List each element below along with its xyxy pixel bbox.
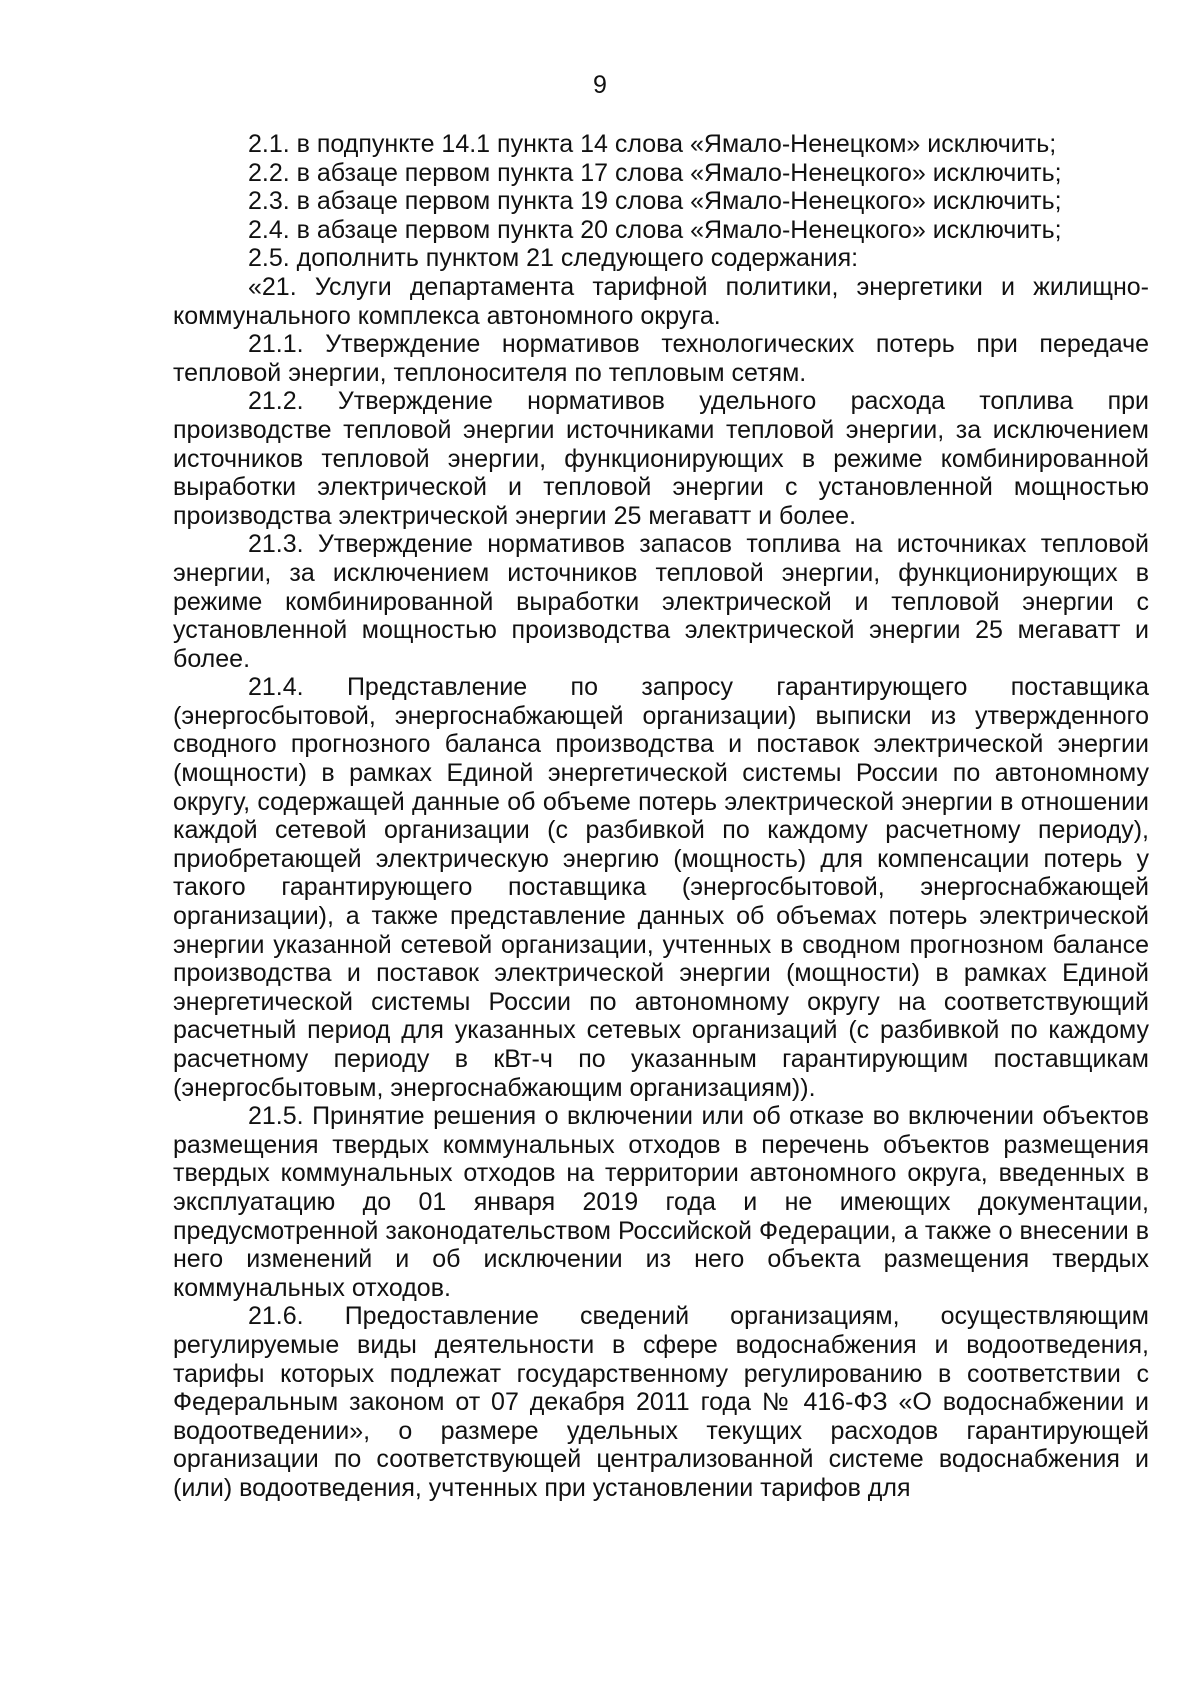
list-item-2-5: 2.5. дополнить пунктом 21 следующего содержания: — [248, 244, 859, 273]
paragraph-21-1: 21.1. Утверждение нормативов технологических потерь при передаче тепловой энергии, теплоносителя по тепловым сетям. — [173, 330, 1149, 387]
list-item-2-2: 2.2. в абзаце первом пункта 17 слова «Ямало-Ненецкого» исключить; — [248, 158, 1062, 187]
list-item-2-4: 2.4. в абзаце первом пункта 20 слова «Ямало-Ненецкого» исключить; — [248, 215, 1062, 244]
list-item-2-1: 2.1. в подпункте 14.1 пункта 14 слова «Ямало-Ненецком» исключить; — [248, 130, 1057, 158]
paragraph-21-5: 21.5. Принятие решения о включении или об отказе во включении объектов размещения твердых коммунальных отходов в перечень объектов размещения твердых коммунальных отходов на территории автономного округа, введенных в эксплуатацию до 01 января 2019 года и не имеющих документации, предусмотренной законодательством Российской Федерации, а также о внесении в него изменений и об исключении из него объекта размещения твердых коммунальных отходов. — [173, 1102, 1149, 1302]
paragraph-21-3: 21.3. Утверждение нормативов запасов топлива на источниках тепловой энергии, за исключением источников тепловой энергии, функционирующих в режиме комбинированной выработки электрической и тепловой энергии с установленной мощностью производства электрической энергии 25 мегаватт и более. — [173, 530, 1149, 673]
list-item-2-3: 2.3. в абзаце первом пункта 19 слова «Ямало-Ненецкого» исключить; — [248, 187, 1062, 216]
paragraph-21-2: 21.2. Утверждение нормативов удельного расхода топлива при производстве тепловой энергии источниками тепловой энергии, за исключением источников тепловой энергии, функционирующих в режиме комбинированной выработки электрической и тепловой энергии с установленной мощностью производства электрической энергии 25 мегаватт и более. — [173, 387, 1149, 530]
page-number: 9 — [593, 71, 607, 99]
paragraph-21-4: 21.4. Представление по запросу гарантирующего поставщика (энергосбытовой, энергоснабжающей организации) выписки из утвержденного сводного прогнозного баланса производства и поставок электрической энергии (мощности) в рамках Единой энергетической системы России по автономному округу, содержащей данные об объеме потерь электрической энергии в отношении каждой сетевой организации (с разбивкой по каждому расчетному периоду), приобретающей электрическую энергию (мощность) для компенсации потерь у такого гарантирующего поставщика (энергосбытовой, энергоснабжающей организации), а также представление данных об объемах потерь электрической энергии указанной сетевой организации, учтенных в сводном прогнозном балансе производства и поставок электрической энергии (мощности) в рамках Единой энергетической системы России по автономному округу на соответствующий расчетный период для указанных сетевых организаций (с разбивкой по каждому расчетному периоду в кВт-ч по указанным гарантирующим поставщикам (энергосбытовым, энергоснабжающим организациям)). — [173, 673, 1149, 1102]
paragraph-21: «21. Услуги департамента тарифной политики, энергетики и жилищно-коммунального комплекса автономного округа. — [173, 272, 1149, 330]
paragraph-21-6: 21.6. Предоставление сведений организациям, осуществляющим регулируемые виды деятельности в сфере водоснабжения и водоотведения, тарифы которых подлежат государственному регулированию в соответствии с Федеральным законом от 07 декабря 2011 года № 416-ФЗ «О водоснабжении и водоотведении», о размере удельных текущих расходов гарантирующей организации по соответствующей централизованной системе водоснабжения и (или) водоотведения, учтенных при установлении тарифов для — [173, 1302, 1149, 1502]
document-body — [173, 130, 1149, 1503]
